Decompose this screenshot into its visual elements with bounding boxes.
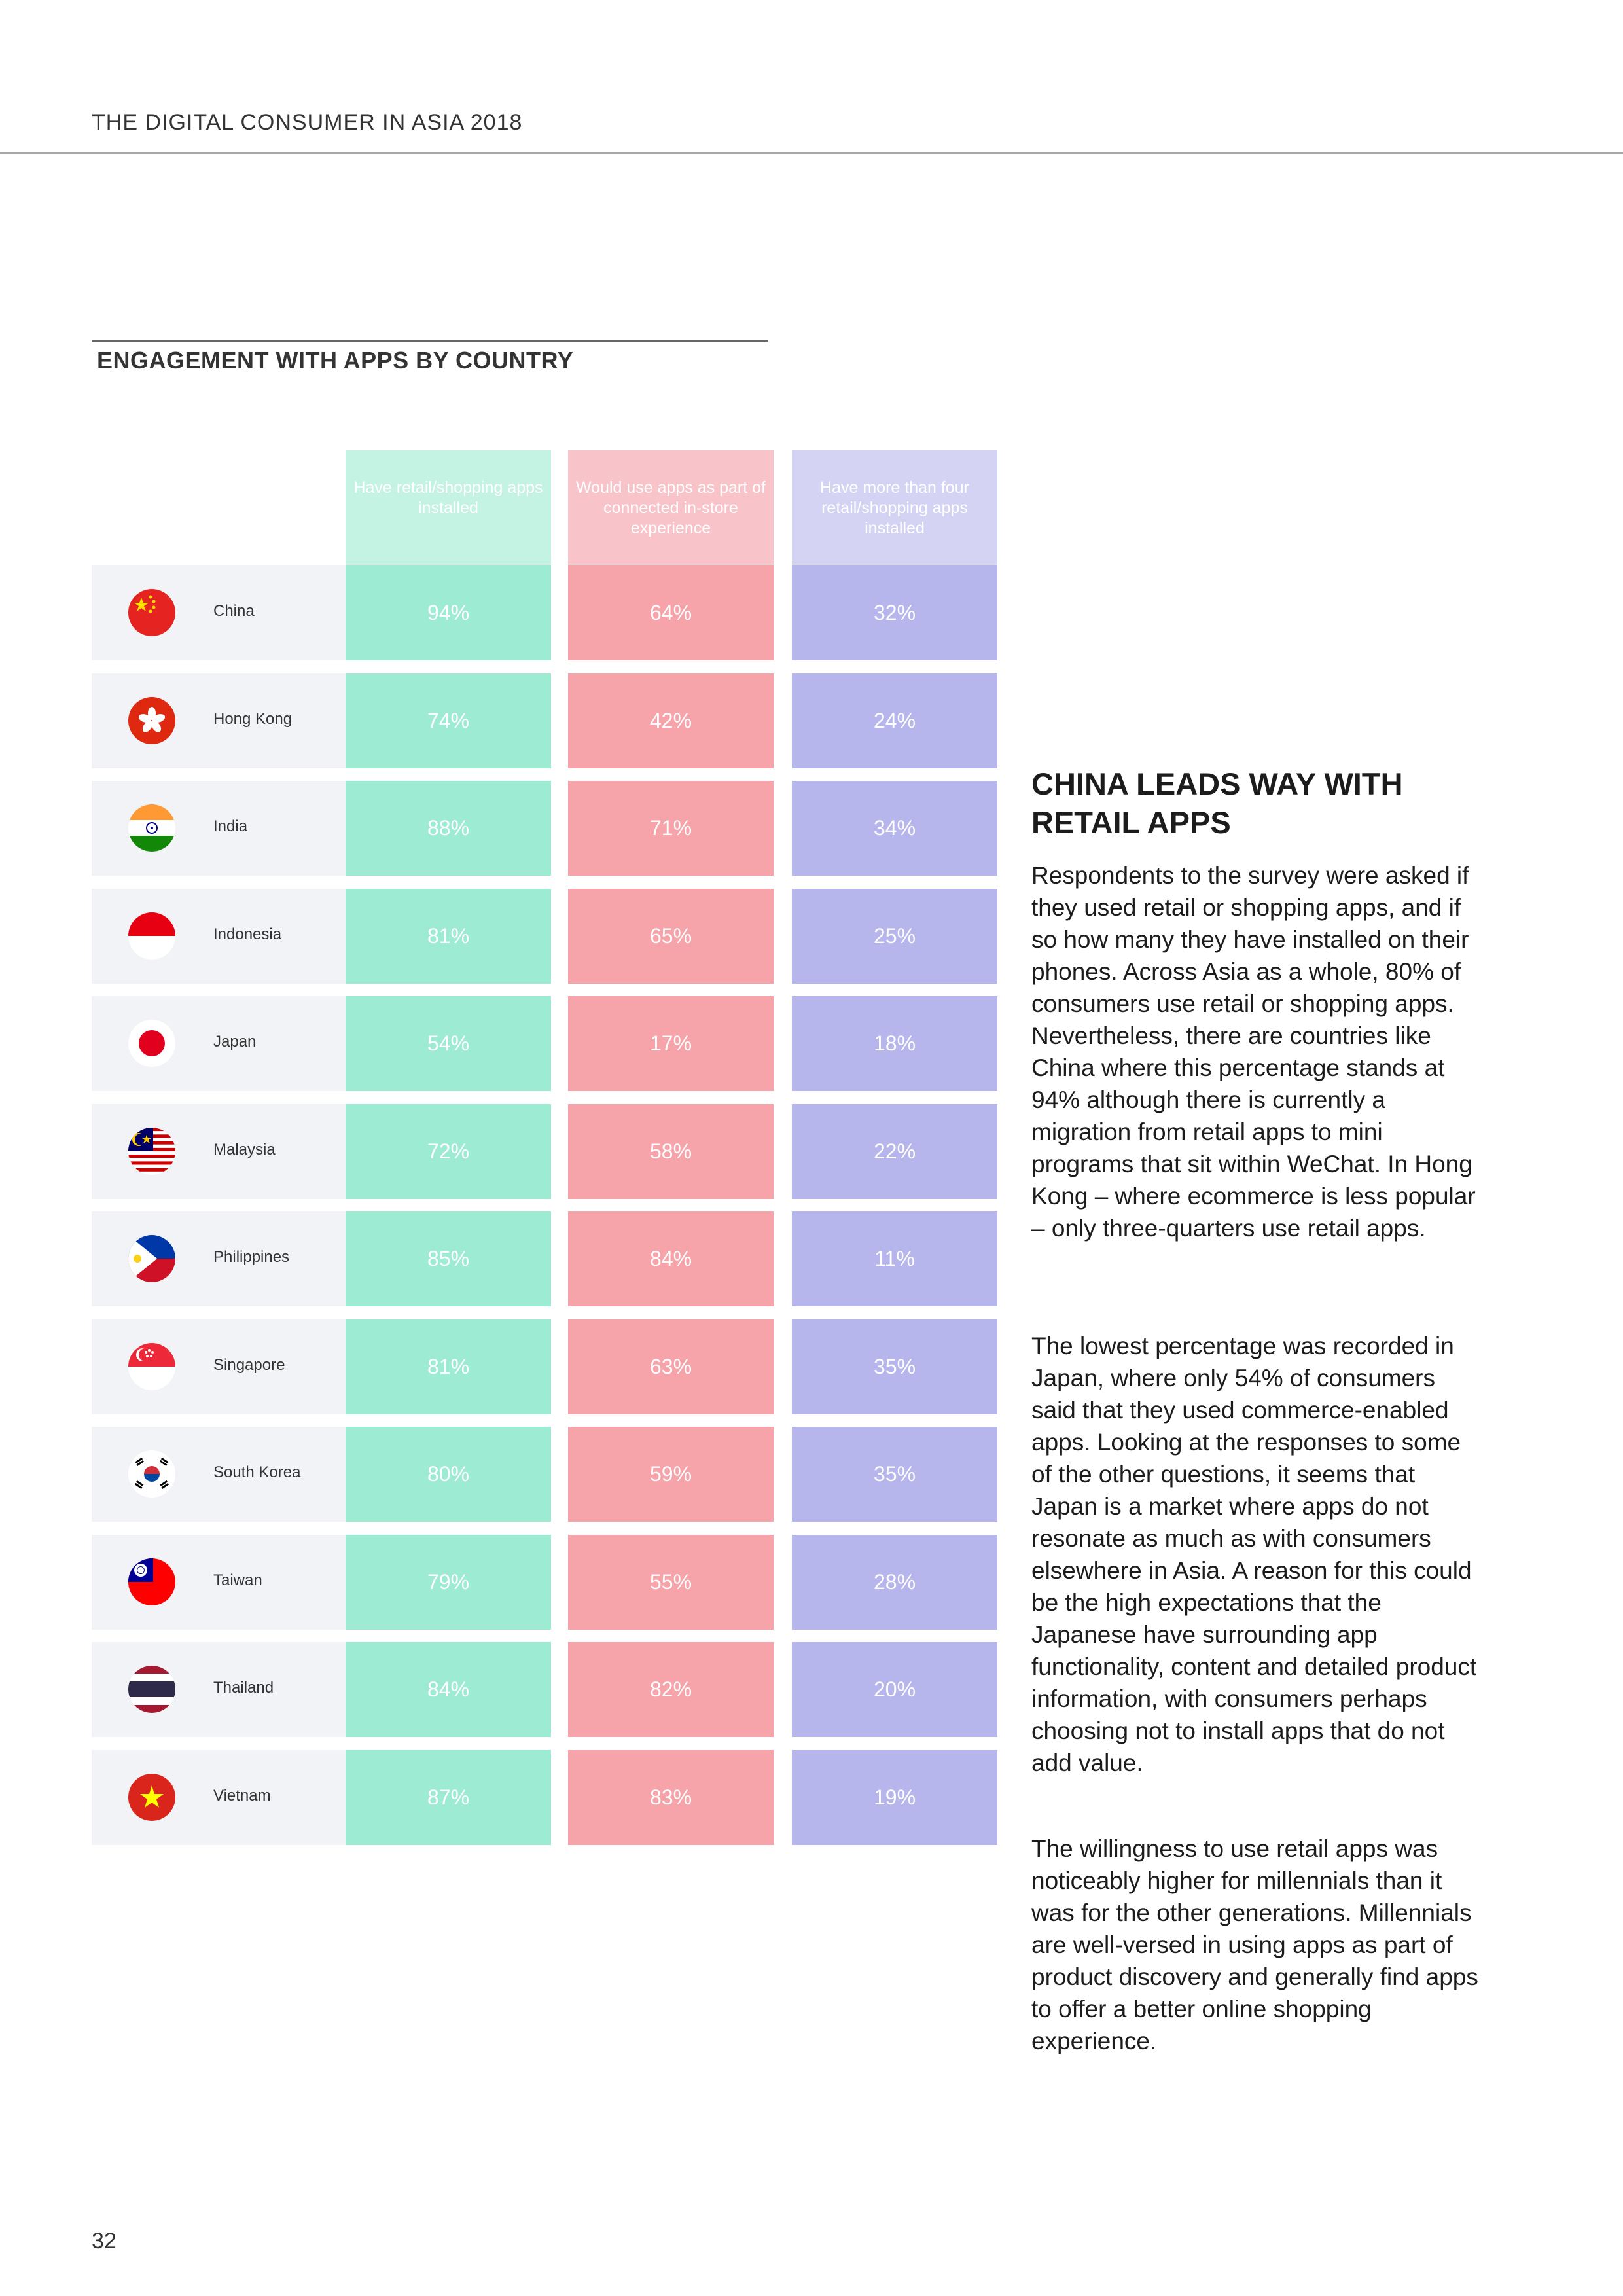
more-than-four-cell: 28%: [792, 1535, 997, 1630]
country-name: Indonesia: [213, 925, 282, 943]
more-than-four-cell: 34%: [792, 781, 997, 876]
country-name: Malaysia: [213, 1141, 276, 1158]
table-row: [92, 996, 997, 1091]
vietnam-flag-icon: [128, 1774, 175, 1821]
country-cell: [92, 1211, 346, 1306]
connected-instore-cell: 55%: [568, 1535, 774, 1630]
country-name: Vietnam: [213, 1787, 271, 1804]
section-divider: [92, 340, 768, 342]
more-than-four-cell: 35%: [792, 1319, 997, 1414]
column-header-installed: Have retail/shopping apps installed: [353, 478, 543, 517]
country-name: South Korea: [213, 1463, 301, 1481]
country-cell: [92, 673, 346, 768]
table-row: [92, 1427, 997, 1522]
more-than-four-cell: 35%: [792, 1427, 997, 1522]
installed-cell: 79%: [346, 1535, 551, 1630]
article-title-line-2: RETAIL APPS: [1031, 805, 1231, 840]
table-row: [92, 1750, 997, 1845]
installed-cell: 87%: [346, 1750, 551, 1845]
indonesia-flag-icon: [128, 912, 175, 960]
article-title-line-1: CHINA LEADS WAY WITH: [1031, 766, 1403, 801]
installed-cell: 81%: [346, 889, 551, 984]
hong-kong-flag-icon: [128, 697, 175, 744]
country-cell: [92, 996, 346, 1091]
country-cell: [92, 1427, 346, 1522]
country-cell: [92, 1750, 346, 1845]
installed-cell: 94%: [346, 565, 551, 660]
thailand-flag-icon: [128, 1666, 175, 1713]
malaysia-flag-icon: [128, 1128, 175, 1175]
india-flag-icon: [128, 804, 175, 852]
country-cell: [92, 889, 346, 984]
south-korea-flag-icon: [128, 1450, 175, 1498]
more-than-four-cell: 25%: [792, 889, 997, 984]
philippines-flag-icon: [128, 1235, 175, 1282]
country-cell: [92, 565, 346, 660]
more-than-four-cell: 24%: [792, 673, 997, 768]
country-name: Singapore: [213, 1356, 285, 1374]
country-name: Taiwan: [213, 1571, 262, 1589]
connected-instore-cell: 63%: [568, 1319, 774, 1414]
country-cell: [92, 1104, 346, 1199]
installed-cell: 72%: [346, 1104, 551, 1199]
connected-instore-cell: 83%: [568, 1750, 774, 1845]
table-row: [92, 889, 997, 984]
section-title: ENGAGEMENT WITH APPS BY COUNTRY: [97, 347, 574, 374]
more-than-four-cell: 19%: [792, 1750, 997, 1845]
article-paragraph: The willingness to use retail apps was noticeably higher for millennials than it was for the other generations. Millennials are well-versed in using apps as part of product discovery and generally find apps to offer a better online shopping experience.: [1031, 1835, 1478, 2054]
article-paragraph: Respondents to the survey were asked if they used retail or shopping apps, and if so how many they have installed on their phones. Across Asia as a whole, 80% of consumers use retail or shopping apps. Nevertheless, there are countries like China where this percentage stands at 94% although there is currently a migration from retail apps to mini programs that sit within WeChat. In Hong Kong – where ecommerce is less popular – only three-quarters use retail apps.: [1031, 862, 1476, 1242]
country-name: Philippines: [213, 1248, 290, 1266]
connected-instore-cell: 42%: [568, 673, 774, 768]
connected-instore-cell: 84%: [568, 1211, 774, 1306]
installed-cell: 74%: [346, 673, 551, 768]
header-divider: [0, 152, 1623, 154]
table-row: [92, 1642, 997, 1737]
country-cell: [92, 781, 346, 876]
table-row: [92, 1104, 997, 1199]
connected-instore-cell: 58%: [568, 1104, 774, 1199]
more-than-four-cell: 32%: [792, 565, 997, 660]
country-cell: [92, 1319, 346, 1414]
country-name: Thailand: [213, 1679, 274, 1696]
connected-instore-cell: 59%: [568, 1427, 774, 1522]
connected-instore-cell: 17%: [568, 996, 774, 1091]
country-name: India: [213, 817, 248, 835]
more-than-four-cell: 22%: [792, 1104, 997, 1199]
country-name: China: [213, 602, 255, 620]
more-than-four-cell: 11%: [792, 1211, 997, 1306]
connected-instore-cell: 82%: [568, 1642, 774, 1737]
china-flag-icon: [128, 589, 175, 636]
article-paragraph: The lowest percentage was recorded in Japan, where only 54% of consumers said that they used commerce-enabled apps. Looking at the responses to some of the other questions, it seems that Japan is a market where apps do not resonate as much as with consumers elsewhere in Asia. A reason for this could be the high expectations that the Japanese have surrounding app functionality, content and detailed product information, with consumers perhaps choosing not to install apps that do not add value.: [1031, 1333, 1477, 1776]
installed-cell: 54%: [346, 996, 551, 1091]
connected-instore-cell: 71%: [568, 781, 774, 876]
taiwan-flag-icon: [128, 1558, 175, 1605]
singapore-flag-icon: [128, 1343, 175, 1390]
country-name: Hong Kong: [213, 710, 293, 728]
installed-cell: 80%: [346, 1427, 551, 1522]
table-row: [92, 673, 997, 768]
japan-flag-icon: [128, 1020, 175, 1067]
page-number: 32: [92, 2229, 116, 2253]
table-row: [92, 565, 997, 660]
article-title: [1031, 764, 1489, 842]
installed-cell: 81%: [346, 1319, 551, 1414]
table-row: [92, 781, 997, 876]
column-header-more-than-four: Have more than four retail/shopping apps installed: [820, 478, 969, 537]
country-name: Japan: [213, 1033, 257, 1050]
connected-instore-cell: 65%: [568, 889, 774, 984]
installed-cell: 88%: [346, 781, 551, 876]
connected-instore-cell: 64%: [568, 565, 774, 660]
more-than-four-cell: 18%: [792, 996, 997, 1091]
document-header-title: THE DIGITAL CONSUMER IN ASIA 2018: [92, 110, 523, 135]
installed-cell: 85%: [346, 1211, 551, 1306]
country-cell: [92, 1642, 346, 1737]
table-row: [92, 1211, 997, 1306]
table-row: [92, 1319, 997, 1414]
table-row: [92, 1535, 997, 1630]
column-header-connected-instore: Would use apps as part of connected in-store experience: [576, 478, 766, 537]
installed-cell: 84%: [346, 1642, 551, 1737]
more-than-four-cell: 20%: [792, 1642, 997, 1737]
country-cell: [92, 1535, 346, 1630]
